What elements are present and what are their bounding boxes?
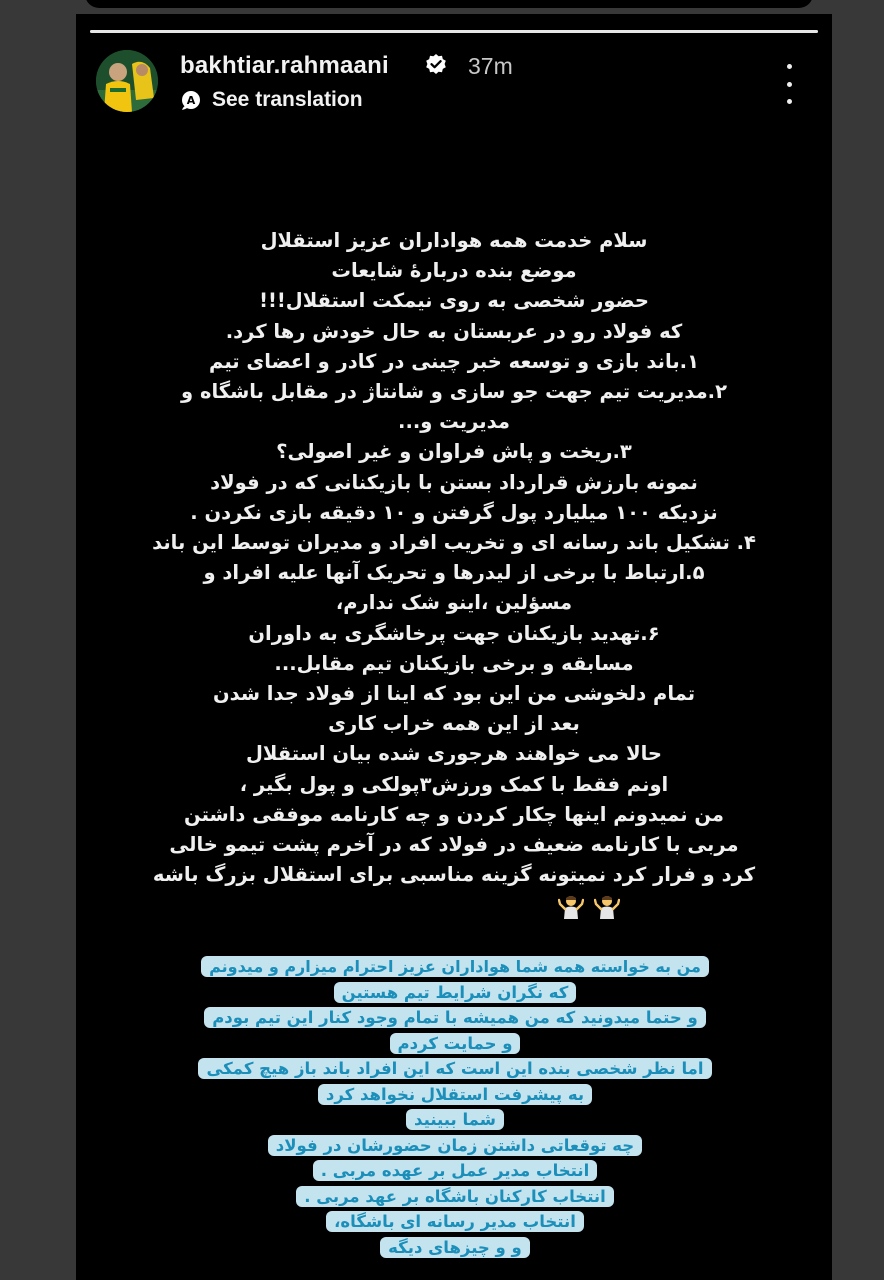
story-progress-bar	[90, 30, 818, 33]
text-line: موضع بنده دربارهٔ شایعات	[331, 259, 577, 283]
story-progress-fill	[90, 30, 818, 33]
text-line: مربی با کارنامه ضعیف در فولاد که در آخرم پشت تیمو خالی	[169, 833, 739, 857]
text-line: تمام دلخوشی من این بود که اینا از فولاد جدا شدن	[212, 682, 696, 706]
more-dot	[787, 82, 792, 87]
highlight-line: و حمایت کردم	[390, 1033, 521, 1054]
highlight-line: که نگران شرایط تیم هستین	[334, 982, 577, 1003]
more-dot	[787, 64, 792, 69]
post-time: 37m	[468, 53, 513, 79]
text-line: نمونه بارزش قرارداد بستن با بازیکنانی که در فولاد	[210, 470, 698, 494]
highlight-line: اما نظر شخصی بنده این است که این افراد باند باز هیچ کمکی	[198, 1058, 711, 1079]
avatar-image	[96, 50, 158, 112]
highlight-line: چه توقعاتی داشتن زمان حضورشان در فولاد	[268, 1135, 642, 1156]
see-translation-button[interactable]	[180, 88, 363, 112]
text-line: حضور شخصی به روی نیمکت استقلال!!!	[259, 289, 649, 313]
text-line: ۱.باند بازی و توسعه خبر چینی در کادر و اعضای تیم	[209, 349, 699, 373]
text-line: مدیریت و...	[398, 410, 510, 434]
translate-icon	[180, 89, 202, 111]
text-line: که فولاد رو در عربستان به حال خودش رها کرد.	[225, 319, 683, 343]
highlight-line: انتخاب کارکنان باشگاه بر عهد مربی .	[296, 1186, 614, 1207]
highlight-line: و حتما میدونید که من همیشه با تمام وجود کنار این تیم بودم	[204, 1007, 706, 1028]
text-line: ۴. تشکیل باند رسانه ای و تخریب افراد و مدیران توسط این باند	[152, 531, 756, 555]
highlight-line: به پیشرفت استقلال نخواهد کرد	[318, 1084, 592, 1105]
username[interactable]: bakhtiar.rahmaani	[180, 52, 389, 79]
highlight-line: و و چیزهای دیگه	[380, 1237, 530, 1258]
text-line: ۵.ارتباط با برخی از لیدرها و تحریک آنها علیه افراد و	[203, 561, 705, 585]
previous-card-edge	[85, 0, 813, 8]
story-header	[96, 50, 812, 120]
highlight-text-block	[196, 954, 714, 1260]
highlight-line: انتخاب مدیر رسانه ای باشگاه،	[326, 1211, 584, 1232]
text-line: مسابقه و برخی بازیکنان تیم مقابل...	[274, 651, 634, 675]
text-line: نزدیکه ۱۰۰ میلیارد پول گرفتن و ۱۰ دقیقه بازی نکردن .	[190, 500, 718, 524]
man-shrugging-emoji	[558, 893, 584, 919]
text-line: ۶.تهدید بازیکنان جهت پرخاشگری به داوران	[248, 621, 660, 645]
text-line: اونم فقط با کمک ورزش۳پولکی و پول بگیر ،	[239, 772, 669, 796]
text-line: ۲.مدیریت تیم جهت جو سازی و شانتاژ در مقابل باشگاه و	[181, 380, 727, 404]
highlight-line: انتخاب مدیر عمل بر عهده مربی .	[313, 1160, 598, 1181]
svg-text:A: A	[186, 94, 196, 107]
man-shrugging-emoji	[594, 893, 620, 919]
text-line: بعد از این همه خراب کاری	[328, 712, 580, 736]
text-line: مسؤلین ،اینو شک ندارم،	[335, 591, 573, 615]
verified-badge-icon	[424, 53, 448, 77]
see-translation-label: See translation	[212, 88, 363, 111]
highlight-line: من به خواسته همه شما هواداران عزیز احترام میزارم و میدونم	[201, 956, 709, 977]
highlight-line: شما ببینید	[406, 1109, 504, 1130]
text-line: کرد و فرار کرد نمیتونه گزینه مناسبی برای استقلال بزرگ باشه	[152, 863, 756, 887]
emoji-row	[386, 890, 792, 920]
avatar[interactable]	[96, 50, 158, 112]
text-line: ۳.ریخت و پاش فراوان و غیر اصولی؟	[276, 440, 632, 464]
text-line: سلام خدمت همه هواداران عزیز استقلال	[260, 229, 648, 252]
story-viewer[interactable]	[76, 14, 832, 1280]
text-line: من نمیدونم اینها چکار کردن و چه کارنامه موفقی داشتن	[184, 802, 724, 826]
text-line: حالا می خواهند هرجوری شده بیان استقلال	[246, 742, 662, 766]
more-vertical-icon[interactable]	[784, 64, 794, 104]
story-main-text	[116, 226, 792, 920]
more-dot	[787, 99, 792, 104]
